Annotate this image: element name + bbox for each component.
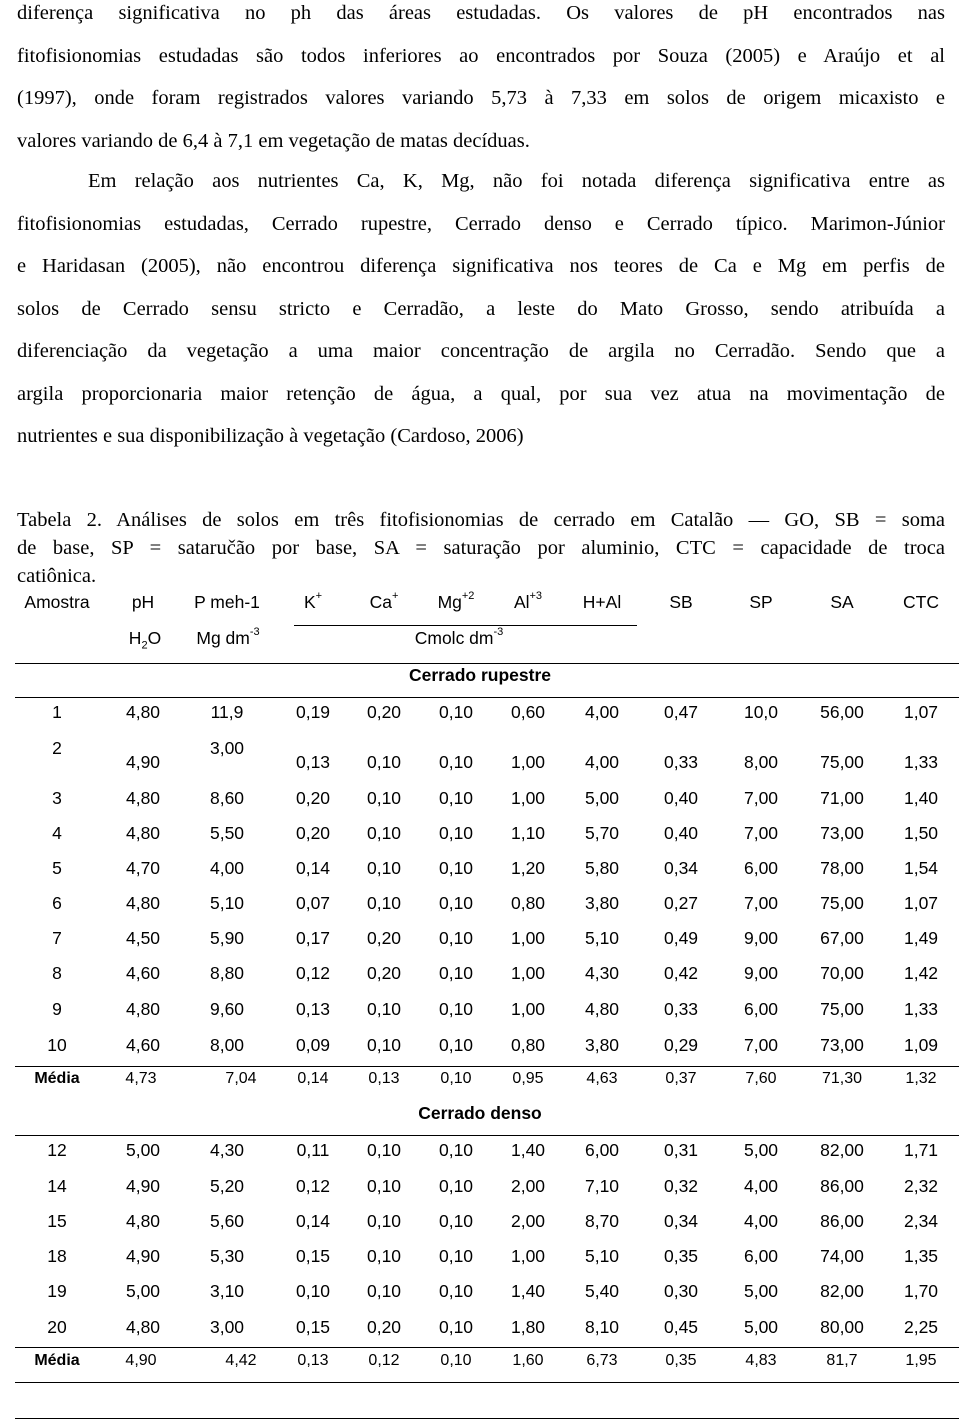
header-underline xyxy=(294,625,637,626)
table-row-cell: 4,00 xyxy=(743,1176,779,1196)
table-row-cell: 0,10 xyxy=(366,999,402,1019)
caption-line: de base, SP = sataručão por base, SA = saturação por aluminio, CTC = capacidade de troca xyxy=(17,537,945,559)
table-row-cell: 15 xyxy=(47,1211,67,1231)
header-hal: H+Al xyxy=(582,592,622,612)
table-row-cell: 4,90 xyxy=(125,1246,161,1266)
table-row-cell: 7 xyxy=(52,928,62,948)
table-row-cell: 82,00 xyxy=(820,1281,864,1301)
table-row-cell: 1,00 xyxy=(510,1246,546,1266)
table-row-cell: 0,20 xyxy=(366,963,402,983)
table-row-cell: 12 xyxy=(47,1140,67,1160)
mean-row-cell: 0,13 xyxy=(297,1352,329,1369)
table-row-cell: 0,27 xyxy=(663,893,699,913)
table-row-cell: 7,00 xyxy=(743,893,779,913)
unit-h2o: $H_2O$ xyxy=(128,628,162,652)
header-al: $Al^{+3}$ xyxy=(513,590,543,612)
table-row-cell: 0,09 xyxy=(295,1035,331,1055)
table-row-cell: 5,10 xyxy=(209,893,245,913)
table-row-cell: 0,10 xyxy=(366,858,402,878)
table-row-cell: 0,10 xyxy=(438,1176,474,1196)
table-row-cell: 4,80 xyxy=(125,702,161,722)
paragraph-line: Em relação aos nutrientes Ca, K, Mg, não foi notada diferença significativa entre as xyxy=(88,170,945,192)
mean-row-cell: Média xyxy=(34,1352,80,1369)
table-row-cell: 8,70 xyxy=(584,1211,620,1231)
table-row-cell: 0,10 xyxy=(438,823,474,843)
header-ca: Ca+ xyxy=(369,590,399,612)
table-row-cell: 1,42 xyxy=(903,963,939,983)
table-row-cell: 4,80 xyxy=(125,1317,161,1337)
table-row-cell: 6,00 xyxy=(743,999,779,1019)
table-row-cell: 4,80 xyxy=(125,1211,161,1231)
mean-row-cell: 4,73 xyxy=(125,1070,157,1087)
table-row-cell: 1,40 xyxy=(903,788,939,808)
table-row-cell: 0,20 xyxy=(366,928,402,948)
mean-row-cell: 0,10 xyxy=(440,1352,472,1369)
rule xyxy=(15,1347,959,1348)
mean-row-cell: 0,13 xyxy=(368,1070,400,1087)
table-row-cell: 1,00 xyxy=(510,788,546,808)
table-row-cell: 1 xyxy=(52,702,62,722)
table-row-cell: 0,30 xyxy=(663,1281,699,1301)
unit-cmolc: Cmolc $dm^{-3}$ xyxy=(414,626,504,648)
table-row-cell: 0,10 xyxy=(366,893,402,913)
mean-row-cell: 0,37 xyxy=(665,1070,697,1087)
table-row-cell: 6,00 xyxy=(743,1246,779,1266)
mean-row-cell: 1,60 xyxy=(512,1352,544,1369)
mean-row-cell: 71,30 xyxy=(821,1070,863,1087)
table-row-cell: 4,70 xyxy=(125,858,161,878)
table-row-cell: 5,00 xyxy=(743,1317,779,1337)
table-row-cell: 1,00 xyxy=(510,752,546,772)
table-row-cell: 9,60 xyxy=(209,999,245,1019)
table-row-cell: 6,00 xyxy=(584,1140,620,1160)
table-row-cell: 0,31 xyxy=(663,1140,699,1160)
table-row-cell: 0,10 xyxy=(366,752,402,772)
table-row-cell: 4,60 xyxy=(125,963,161,983)
table-row-cell: 0,10 xyxy=(438,1317,474,1337)
table-row-cell: 0,10 xyxy=(438,788,474,808)
table-row-cell: 6,00 xyxy=(743,858,779,878)
table-row-cell: 5,10 xyxy=(584,1246,620,1266)
table-row-cell: 0,20 xyxy=(366,1317,402,1337)
table-row-cell: 4,60 xyxy=(125,1035,161,1055)
table-row-cell: 1,09 xyxy=(903,1035,939,1055)
table-row-cell: 2,00 xyxy=(510,1176,546,1196)
table-row-cell: 67,00 xyxy=(820,928,864,948)
table-row-cell: 86,00 xyxy=(820,1176,864,1196)
table-row-cell: 0,15 xyxy=(295,1246,331,1266)
table-row-cell: 8 xyxy=(52,963,62,983)
table-row-cell: 0,33 xyxy=(663,752,699,772)
table-row-cell: 3,80 xyxy=(584,1035,620,1055)
table-row-cell: 4,80 xyxy=(125,893,161,913)
mean-row-cell: 0,12 xyxy=(368,1352,400,1369)
table-row-cell: 1,00 xyxy=(510,963,546,983)
table-row-cell: 0,47 xyxy=(663,702,699,722)
table-row-cell: 71,00 xyxy=(820,788,864,808)
rule xyxy=(15,1066,959,1067)
table-row-cell: 1,33 xyxy=(903,999,939,1019)
table-row-cell: 7,00 xyxy=(743,1035,779,1055)
rule xyxy=(15,697,959,698)
table-row-cell: 4,80 xyxy=(125,788,161,808)
table-row-cell: 5,10 xyxy=(584,928,620,948)
table-row-cell: 0,14 xyxy=(295,1211,331,1231)
header-sb: SB xyxy=(669,592,693,612)
table-row-cell: 2 xyxy=(52,738,62,758)
table-row-cell: 0,10 xyxy=(366,1176,402,1196)
mean-row-cell: 81,7 xyxy=(826,1352,858,1369)
table-row-cell: 0,10 xyxy=(438,1211,474,1231)
table-row-cell: 20 xyxy=(47,1317,67,1337)
table-row-cell: 2,34 xyxy=(903,1211,939,1231)
table-row-cell: 73,00 xyxy=(820,823,864,843)
table-row-cell: 5,60 xyxy=(209,1211,245,1231)
table-row-cell: 82,00 xyxy=(820,1140,864,1160)
paragraph-line: diferença significativa no ph das áreas estudadas. Os valores de pH encontrados nas xyxy=(17,2,945,24)
paragraph-line: fitofisionomias estudadas são todos inferiores ao encontrados por Souza (2005) e Araújo et al xyxy=(17,44,945,67)
table-row-cell: 1,07 xyxy=(903,893,939,913)
table-row-cell: 0,10 xyxy=(438,752,474,772)
table-row-cell: 0,10 xyxy=(438,1246,474,1266)
table-row-cell: 0,34 xyxy=(663,1211,699,1231)
table-row-cell: 0,42 xyxy=(663,963,699,983)
table-row-cell: 4,90 xyxy=(125,752,161,772)
rule xyxy=(15,1135,959,1136)
table-row-cell: 8,60 xyxy=(209,788,245,808)
table-row-cell: 1,49 xyxy=(903,928,939,948)
table-row-cell: 1,10 xyxy=(510,823,546,843)
table-row-cell: 4,30 xyxy=(584,963,620,983)
table-row-cell: 3 xyxy=(52,788,62,808)
group-title-rupestre: Cerrado rupestre xyxy=(409,665,551,685)
header-sa: SA xyxy=(830,592,854,612)
table-row-cell: 4,00 xyxy=(209,858,245,878)
table-row-cell: 78,00 xyxy=(820,858,864,878)
paragraph-line: (1997), onde foram registrados valores variando 5,73 à 7,33 em solos de origem micaxisto e xyxy=(17,87,945,109)
table-row-cell: 0,19 xyxy=(295,702,331,722)
table-row-cell: 4,00 xyxy=(584,752,620,772)
table-row-cell: 1,50 xyxy=(903,823,939,843)
table-row-cell: 0,10 xyxy=(366,823,402,843)
table-row-cell: 0,60 xyxy=(510,702,546,722)
table-row-cell: 0,33 xyxy=(663,999,699,1019)
table-row-cell: 1,40 xyxy=(510,1281,546,1301)
header-p: P meh-1 xyxy=(194,592,260,612)
table-row-cell: 0,80 xyxy=(510,1035,546,1055)
table-row-cell: 8,80 xyxy=(209,963,245,983)
table-row-cell: 5,00 xyxy=(584,788,620,808)
table-row-cell: 56,00 xyxy=(820,702,864,722)
mean-row-cell: 0,95 xyxy=(512,1070,544,1087)
table-row-cell: 8,10 xyxy=(584,1317,620,1337)
table-row-cell: 4,00 xyxy=(584,702,620,722)
rule xyxy=(15,1418,959,1419)
table-row-cell: 4,50 xyxy=(125,928,161,948)
table-row-cell: 3,80 xyxy=(584,893,620,913)
table-row-cell: 5,50 xyxy=(209,823,245,843)
table-row-cell: 75,00 xyxy=(820,999,864,1019)
table-row-cell: 0,10 xyxy=(366,1140,402,1160)
table-row-cell: 10 xyxy=(47,1035,67,1055)
table-row-cell: 0,32 xyxy=(663,1176,699,1196)
mean-row-cell: 6,73 xyxy=(586,1352,618,1369)
table-row-cell: 5,40 xyxy=(584,1281,620,1301)
table-row-cell: 2,32 xyxy=(903,1176,939,1196)
table-row-cell: 5,30 xyxy=(209,1246,245,1266)
table-row-cell: 0,10 xyxy=(438,1140,474,1160)
table-row-cell: 0,20 xyxy=(295,823,331,843)
table-row-cell: 5,70 xyxy=(584,823,620,843)
mean-row-cell: 1,95 xyxy=(905,1352,937,1369)
table-row-cell: 0,10 xyxy=(366,1211,402,1231)
paragraph-line: argila proporcionaria maior retenção de água, a qual, por sua vez atua na movimentação de xyxy=(17,382,945,405)
table-row-cell: 73,00 xyxy=(820,1035,864,1055)
paragraph-line: fitofisionomias estudadas, Cerrado rupestre, Cerrado denso e Cerrado típico. Marimon-Júnior xyxy=(17,212,945,235)
table-row-cell: 5,00 xyxy=(743,1140,779,1160)
group-title-denso: Cerrado denso xyxy=(418,1103,542,1123)
table-row-cell: 5,20 xyxy=(209,1176,245,1196)
table-row-cell: 5,80 xyxy=(584,858,620,878)
table-row-cell: 80,00 xyxy=(820,1317,864,1337)
header-k: K+ xyxy=(303,590,323,612)
mean-row-cell: 4,83 xyxy=(745,1352,777,1369)
table-row-cell: 4,00 xyxy=(743,1211,779,1231)
table-row-cell: 0,12 xyxy=(295,1176,331,1196)
table-row-cell: 2,25 xyxy=(903,1317,939,1337)
caption-line: Tabela 2. Análises de solos em três fitofisionomias de cerrado em Catalão — GO, SB = soma xyxy=(17,509,945,531)
table-row-cell: 1,70 xyxy=(903,1281,939,1301)
table-row-cell: 5,00 xyxy=(125,1281,161,1301)
rule xyxy=(15,1382,959,1383)
table-row-cell: 7,00 xyxy=(743,788,779,808)
table-row-cell: 1,07 xyxy=(903,702,939,722)
mean-row-cell: 7,04 xyxy=(225,1070,257,1087)
table-row-cell: 0,10 xyxy=(438,858,474,878)
table-row-cell: 1,20 xyxy=(510,858,546,878)
table-row-cell: 0,10 xyxy=(438,893,474,913)
table-row-cell: 10,0 xyxy=(743,702,779,722)
table-row-cell: 0,10 xyxy=(438,963,474,983)
table-row-cell: 5 xyxy=(52,858,62,878)
table-row-cell: 0,20 xyxy=(295,788,331,808)
mean-row-cell: 4,90 xyxy=(125,1352,157,1369)
header-ph: pH xyxy=(131,592,155,612)
table-row-cell: 0,11 xyxy=(296,1140,330,1160)
table-row-cell: 3,10 xyxy=(209,1281,245,1301)
table-row-cell: 1,35 xyxy=(903,1246,939,1266)
table-row-cell: 0,10 xyxy=(366,788,402,808)
table-row-cell: 0,20 xyxy=(366,702,402,722)
table-row-cell: 74,00 xyxy=(820,1246,864,1266)
table-row-cell: 1,71 xyxy=(903,1140,939,1160)
table-row-cell: 9 xyxy=(52,999,62,1019)
table-row-cell: 0,34 xyxy=(663,858,699,878)
table-row-cell: 0,12 xyxy=(295,963,331,983)
table-row-cell: 19 xyxy=(47,1281,67,1301)
table-row-cell: 1,00 xyxy=(510,999,546,1019)
table-row-cell: 0,13 xyxy=(295,999,331,1019)
mean-row-cell: Média xyxy=(34,1070,80,1087)
table-row-cell: 0,15 xyxy=(295,1317,331,1337)
table-row-cell: 4,80 xyxy=(584,999,620,1019)
table-row-cell: 0,10 xyxy=(366,1035,402,1055)
table-row-cell: 14 xyxy=(47,1176,67,1196)
table-row-cell: 0,10 xyxy=(366,1281,402,1301)
table-row-cell: 0,40 xyxy=(663,788,699,808)
table-row-cell: 5,90 xyxy=(209,928,245,948)
table-row-cell: 0,13 xyxy=(295,752,331,772)
table-row-cell: 1,54 xyxy=(903,858,939,878)
table-row-cell: 8,00 xyxy=(743,752,779,772)
table-row-cell: 6 xyxy=(52,893,62,913)
header-sp: SP xyxy=(749,592,773,612)
unit-mgdm: Mg $dm^{-3}$ xyxy=(196,626,260,648)
table-row-cell: 1,33 xyxy=(903,752,939,772)
table-row-cell: 1,80 xyxy=(510,1317,546,1337)
table-row-cell: 4 xyxy=(52,823,62,843)
table-row-cell: 3,00 xyxy=(209,738,245,758)
table-row-cell: 11,9 xyxy=(210,702,244,722)
table-row-cell: 2,00 xyxy=(510,1211,546,1231)
table-row-cell: 9,00 xyxy=(743,963,779,983)
table-row-cell: 0,45 xyxy=(663,1317,699,1337)
header-ctc: CTC xyxy=(903,592,939,612)
table-row-cell: 0,49 xyxy=(663,928,699,948)
mean-row-cell: 0,14 xyxy=(297,1070,329,1087)
table-row-cell: 0,10 xyxy=(438,702,474,722)
table-row-cell: 8,00 xyxy=(209,1035,245,1055)
table-row-cell: 0,17 xyxy=(295,928,331,948)
table-row-cell: 7,10 xyxy=(584,1176,620,1196)
paragraph-line: valores variando de 6,4 à 7,1 em vegetação de matas decíduas. xyxy=(17,129,530,152)
mean-row-cell: 4,42 xyxy=(225,1352,257,1369)
paragraph-1 xyxy=(17,0,945,162)
mean-row-cell: 7,60 xyxy=(745,1070,777,1087)
table-row-cell: 75,00 xyxy=(820,893,864,913)
table-row-cell: 7,00 xyxy=(743,823,779,843)
table-row-cell: 4,90 xyxy=(125,1176,161,1196)
table-row-cell: 0,07 xyxy=(295,893,331,913)
table-row-cell: 0,40 xyxy=(663,823,699,843)
mean-row-cell: 4,63 xyxy=(586,1070,618,1087)
table-row-cell: 0,35 xyxy=(663,1246,699,1266)
mean-row-cell: 0,35 xyxy=(665,1352,697,1369)
table-row-cell: 0,10 xyxy=(366,1246,402,1266)
caption-line: catiônica. xyxy=(17,565,97,587)
table-row-cell: 0,10 xyxy=(438,1035,474,1055)
table-row-cell: 4,30 xyxy=(209,1140,245,1160)
table-row-cell: 1,40 xyxy=(510,1140,546,1160)
paragraph-line: solos de Cerrado sensu stricto e Cerradão, a leste do Mato Grosso, sendo atribuída a xyxy=(17,297,945,320)
table-row-cell: 0,10 xyxy=(438,999,474,1019)
table-row-cell: 3,00 xyxy=(209,1317,245,1337)
table-row-cell: 70,00 xyxy=(820,963,864,983)
table-row-cell: 4,80 xyxy=(125,823,161,843)
table-row-cell: 0,14 xyxy=(295,858,331,878)
table-row-cell: 1,00 xyxy=(510,928,546,948)
table-row-cell: 5,00 xyxy=(125,1140,161,1160)
table-row-cell: 86,00 xyxy=(820,1211,864,1231)
table-row-cell: 0,29 xyxy=(663,1035,699,1055)
table-row-cell: 4,80 xyxy=(125,999,161,1019)
table-caption xyxy=(17,506,945,590)
paragraph-line: diferenciação da vegetação a uma maior concentração de argila no Cerradão. Sendo que a xyxy=(17,340,945,362)
paragraph-line: e Haridasan (2005), não encontrou diferença significativa nos teores de Ca e Mg em perfis de xyxy=(17,255,945,277)
table-row-cell: 75,00 xyxy=(820,752,864,772)
rule xyxy=(15,663,959,664)
table-row-cell: 18 xyxy=(47,1246,67,1266)
table-row-cell: 5,00 xyxy=(743,1281,779,1301)
header-mg: $Mg^{+2}$ xyxy=(437,590,475,612)
table-row-cell: 0,10 xyxy=(438,928,474,948)
mean-row-cell: 1,32 xyxy=(905,1070,937,1087)
header-amostra: Amostra xyxy=(24,592,90,612)
table-row-cell: 0,80 xyxy=(510,893,546,913)
mean-row-cell: 0,10 xyxy=(440,1070,472,1087)
table-row-cell: 0,10 xyxy=(438,1281,474,1301)
table-row-cell: 9,00 xyxy=(743,928,779,948)
paragraph-2 xyxy=(17,160,945,458)
paragraph-line: nutrientes e sua disponibilização à vegetação (Cardoso, 2006) xyxy=(17,425,524,447)
table-row-cell: 0,10 xyxy=(295,1281,331,1301)
